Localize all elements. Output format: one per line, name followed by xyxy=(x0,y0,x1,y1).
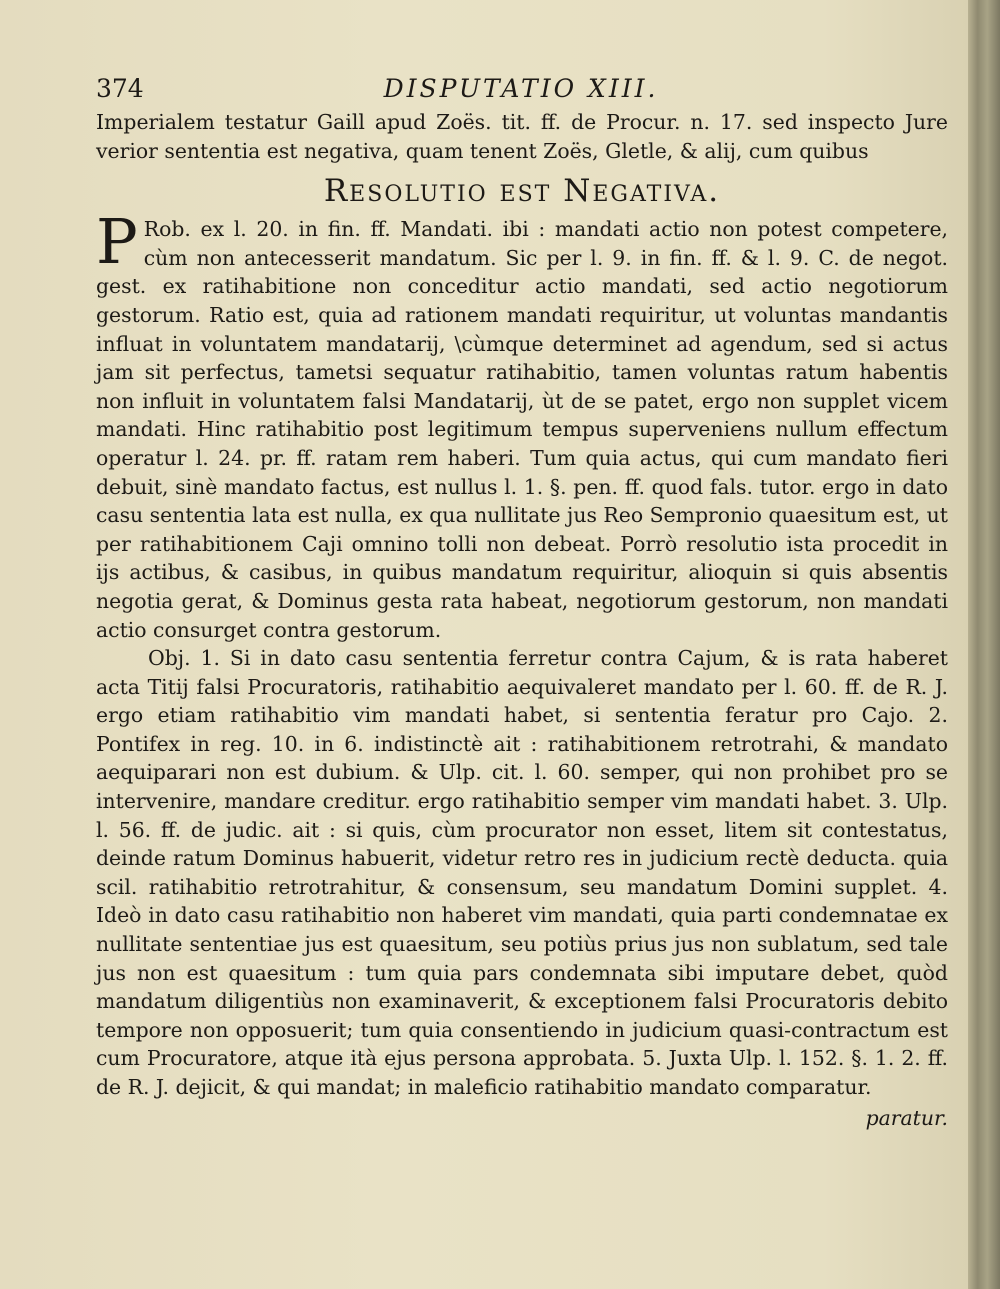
section-heading: Resolutio est Negativa. xyxy=(323,173,721,210)
page-number: 374 xyxy=(96,74,144,103)
intro-paragraph: Imperialem testatur Gaill apud Zoës. tit. ff. de Procur. n. 17. sed inspecto Jure verior sententia est negativa, quam tenent Zoës, Gletle, & alij, cum quibus xyxy=(96,110,948,163)
paragraph-resolution xyxy=(96,205,948,644)
page-body xyxy=(96,108,948,1132)
drop-cap: P xyxy=(96,205,138,279)
catchword: paratur. xyxy=(865,1105,948,1130)
page-edge xyxy=(968,0,1000,1289)
running-title: DISPUTATIO XIII. xyxy=(383,74,659,103)
page-header xyxy=(96,74,946,110)
paragraph-objections: Obj. 1. Si in dato casu sententia ferretur contra Cajum, & is rata haberet acta Titij falsi Procuratoris, ratihabitio aequivaleret mandato per l. 60. ff. de R. J. ergo etiam ratihabitio vim mandati habet, si sententia feratur pro Cajo. 2. Pontifex in reg. 10. in 6. indistinctè ait : ratihabitionem retrotrahi, & mandato aequiparari non est dubium. & Ulp. cit. l. 60. semper, qui non prohibet pro se intervenire, mandare creditur. ergo ratihabitio semper vim mandati habet. 3. Ulp. l. 56. ff. de judic. ait : si quis, cùm procurator non esset, litem sit contestatus, deinde ratum Dominus habuerit, videtur retro res in judicium rectè deducta. quia scil. ratihabitio retrotrahitur, & consensum, seu mandatum Domini supplet. 4. Ideò in dato casu ratihabitio non haberet vim mandati, quia parti condemnatae ex nullitate sententiae jus est quaesitum, seu potiùs prius jus non sublatum, sed tale jus non est quaesitum : tum quia pars condemnata sibi imputare debet, quòd mandatum diligentiùs non examinaverit, & exceptionem falsi Procuratoris debito tempore non opposuerit; tum quia consentiendo in judicium quasi-contractum est cum Procuratore, atque ità ejus persona approbata. 5. Juxta Ulp. l. 152. §. 1. 2. ff. de R. J. dejicit, & qui mandat; in maleficio ratihabitio mandato comparatur. xyxy=(96,646,948,1099)
paragraph-resolution-text: Rob. ex l. 20. in fin. ff. Mandati. ibi : mandati actio non potest competere, cùm non antecesserit mandatum. Sic per l. 9. in fin. ff. & l. 9. C. de negot. gest. ex ratihabitione non conceditur actio mandati, sed actio negotiorum gestorum. Ratio est, quia ad rationem mandati requiritur, ut voluntas mandantis influat in voluntatem mandatarij, \cùmque determinet ad agendum, sed si actus jam sit perfectus, tametsi sequatur ratihabitio, tamen voluntas ratum habentis non influit in voluntatem falsi Mandatarij, ùt de se patet, ergo non supplet vicem mandati. Hinc ratihabitio post legitimum tempus superveniens nullum effectum operatur l. 24. pr. ff. ratam rem haberi. Tum quia actus, qui cum mandato fieri debuit, sinè mandato factus, est nullus l. 1. §. pen. ff. quod fals. tutor. ergo in dato casu sententia lata est nulla, ex qua nullitate jus Reo Sempronio quaesitum est, ut per ratihabitionem Caji omnino tolli non debeat. Porrò resolutio ista procedit in ijs actibus, & casibus, in quibus mandatum requiritur, alioquin si quis absentis negotia gerat, & Dominus gesta rata habeat, negotiorum gestorum, non mandati actio consurget contra gestorum. xyxy=(96,217,948,642)
